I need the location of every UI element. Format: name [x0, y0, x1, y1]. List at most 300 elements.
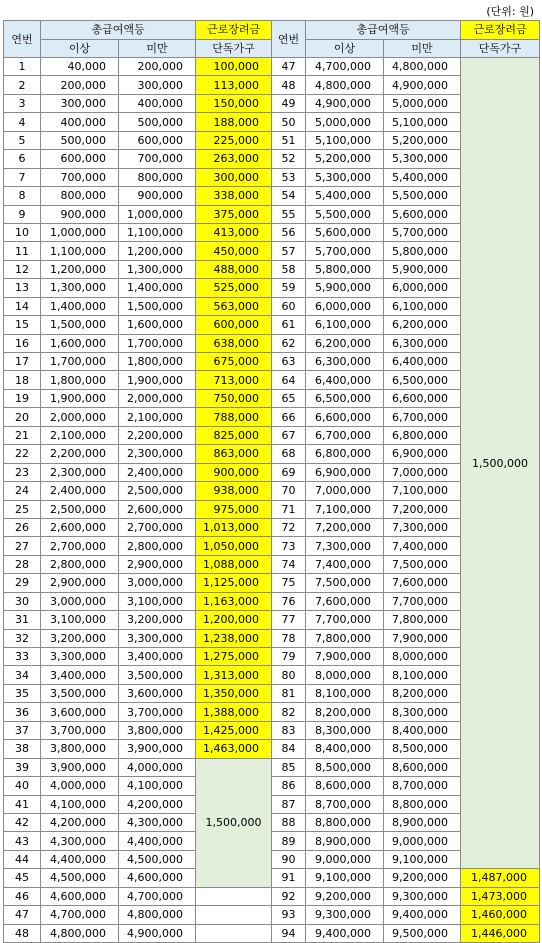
right-min-cell: 5,100,000 — [306, 131, 384, 149]
right-seq-cell: 54 — [272, 187, 306, 205]
left-min-cell: 2,000,000 — [41, 408, 119, 426]
table-row — [4, 850, 540, 868]
left-min-cell: 40,000 — [41, 58, 119, 76]
left-min-cell: 2,700,000 — [41, 537, 119, 555]
table-row — [4, 629, 540, 647]
left-max-cell: 1,700,000 — [119, 334, 196, 352]
right-seq-cell: 67 — [272, 426, 306, 444]
right-max-cell: 6,300,000 — [384, 334, 461, 352]
seq-header-right: 연번 — [272, 21, 306, 58]
right-seq-cell: 93 — [272, 906, 306, 924]
right-seq-cell: 73 — [272, 537, 306, 555]
left-max-cell: 200,000 — [119, 58, 196, 76]
left-min-cell: 2,900,000 — [41, 574, 119, 592]
left-min-cell: 1,000,000 — [41, 223, 119, 241]
left-seq-cell: 6 — [4, 150, 41, 168]
right-seq-cell: 53 — [272, 168, 306, 186]
left-min-cell: 4,000,000 — [41, 777, 119, 795]
left-min-cell: 3,400,000 — [41, 666, 119, 684]
left-max-cell: 1,200,000 — [119, 242, 196, 260]
right-seq-cell: 52 — [272, 150, 306, 168]
table-row — [4, 426, 540, 444]
left-empty-cell — [196, 887, 272, 905]
right-seq-cell: 91 — [272, 869, 306, 887]
right-max-cell: 5,900,000 — [384, 260, 461, 278]
table-row — [4, 260, 540, 278]
right-max-cell: 8,200,000 — [384, 684, 461, 702]
right-max-cell: 8,100,000 — [384, 666, 461, 684]
left-seq-cell: 23 — [4, 463, 41, 481]
right-min-cell: 6,300,000 — [306, 353, 384, 371]
left-seq-cell: 35 — [4, 684, 41, 702]
left-seq-cell: 34 — [4, 666, 41, 684]
credit-header-right: 근로장려금 — [461, 21, 540, 40]
right-seq-cell: 49 — [272, 94, 306, 112]
left-seq-cell: 44 — [4, 850, 41, 868]
right-min-cell: 6,700,000 — [306, 426, 384, 444]
left-benefit-cell: 1,013,000 — [196, 518, 272, 536]
right-max-cell: 5,000,000 — [384, 94, 461, 112]
left-seq-cell: 24 — [4, 482, 41, 500]
right-seq-cell: 70 — [272, 482, 306, 500]
right-min-cell: 6,400,000 — [306, 371, 384, 389]
right-min-cell: 7,800,000 — [306, 629, 384, 647]
left-seq-cell: 36 — [4, 703, 41, 721]
table-row — [4, 832, 540, 850]
right-max-cell: 5,300,000 — [384, 150, 461, 168]
left-min-cell: 1,200,000 — [41, 260, 119, 278]
right-min-cell: 7,500,000 — [306, 574, 384, 592]
left-seq-cell: 32 — [4, 629, 41, 647]
left-seq-cell: 30 — [4, 592, 41, 610]
left-max-cell: 3,000,000 — [119, 574, 196, 592]
left-seq-cell: 12 — [4, 260, 41, 278]
table-row — [4, 353, 540, 371]
right-min-cell: 6,100,000 — [306, 316, 384, 334]
right-max-cell: 9,000,000 — [384, 832, 461, 850]
right-seq-cell: 66 — [272, 408, 306, 426]
left-max-cell: 3,500,000 — [119, 666, 196, 684]
left-seq-cell: 43 — [4, 832, 41, 850]
left-max-cell: 1,900,000 — [119, 371, 196, 389]
left-max-cell: 2,900,000 — [119, 555, 196, 573]
left-max-cell: 2,400,000 — [119, 463, 196, 481]
left-min-cell: 1,400,000 — [41, 297, 119, 315]
table-row — [4, 555, 540, 573]
right-seq-cell: 68 — [272, 445, 306, 463]
right-seq-cell: 75 — [272, 574, 306, 592]
left-seq-cell: 14 — [4, 297, 41, 315]
left-benefit-cell: 100,000 — [196, 58, 272, 76]
left-min-cell: 1,600,000 — [41, 334, 119, 352]
right-max-cell: 6,100,000 — [384, 297, 461, 315]
table-row — [4, 887, 540, 905]
right-min-cell: 8,600,000 — [306, 777, 384, 795]
table-row — [4, 648, 540, 666]
right-min-cell: 5,800,000 — [306, 260, 384, 278]
left-min-cell: 200,000 — [41, 76, 119, 94]
left-seq-cell: 2 — [4, 76, 41, 94]
left-max-cell: 700,000 — [119, 150, 196, 168]
left-benefit-cell: 1,125,000 — [196, 574, 272, 592]
left-min-cell: 300,000 — [41, 94, 119, 112]
right-min-cell: 8,000,000 — [306, 666, 384, 684]
household-header-right: 단독가구 — [461, 39, 540, 58]
right-min-cell: 5,600,000 — [306, 223, 384, 241]
max-header-left: 미만 — [119, 39, 196, 58]
right-max-cell: 6,900,000 — [384, 445, 461, 463]
left-seq-cell: 27 — [4, 537, 41, 555]
left-max-cell: 3,100,000 — [119, 592, 196, 610]
left-benefit-cell: 1,350,000 — [196, 684, 272, 702]
right-benefit-cell: 1,446,000 — [461, 924, 540, 942]
table-row — [4, 316, 540, 334]
left-seq-cell: 29 — [4, 574, 41, 592]
left-max-cell: 2,600,000 — [119, 500, 196, 518]
max-header-right: 미만 — [384, 39, 461, 58]
left-benefit-cell: 563,000 — [196, 297, 272, 315]
left-max-cell: 3,200,000 — [119, 611, 196, 629]
left-seq-cell: 33 — [4, 648, 41, 666]
left-seq-cell: 47 — [4, 906, 41, 924]
left-min-cell: 4,300,000 — [41, 832, 119, 850]
left-seq-cell: 1 — [4, 58, 41, 76]
right-max-cell: 8,700,000 — [384, 777, 461, 795]
right-max-cell: 7,000,000 — [384, 463, 461, 481]
right-max-cell: 5,500,000 — [384, 187, 461, 205]
table-row — [4, 906, 540, 924]
left-max-cell: 2,200,000 — [119, 426, 196, 444]
right-seq-cell: 85 — [272, 758, 306, 776]
right-max-cell: 5,200,000 — [384, 131, 461, 149]
left-max-cell: 3,700,000 — [119, 703, 196, 721]
right-min-cell: 8,900,000 — [306, 832, 384, 850]
left-seq-cell: 37 — [4, 721, 41, 739]
right-min-cell: 5,200,000 — [306, 150, 384, 168]
left-min-cell: 1,300,000 — [41, 279, 119, 297]
left-seq-cell: 28 — [4, 555, 41, 573]
left-min-cell: 4,500,000 — [41, 869, 119, 887]
right-seq-cell: 71 — [272, 500, 306, 518]
left-min-cell: 3,100,000 — [41, 611, 119, 629]
left-min-cell: 3,300,000 — [41, 648, 119, 666]
left-benefit-cell: 825,000 — [196, 426, 272, 444]
table-row — [4, 205, 540, 223]
right-min-cell: 5,900,000 — [306, 279, 384, 297]
right-seq-cell: 80 — [272, 666, 306, 684]
left-seq-cell: 19 — [4, 389, 41, 407]
right-max-cell: 4,800,000 — [384, 58, 461, 76]
right-max-cell: 4,900,000 — [384, 76, 461, 94]
right-max-cell: 5,700,000 — [384, 223, 461, 241]
left-seq-cell: 11 — [4, 242, 41, 260]
left-min-cell: 3,000,000 — [41, 592, 119, 610]
right-min-cell: 8,500,000 — [306, 758, 384, 776]
earned-income-credit-table — [3, 20, 540, 943]
table-row — [4, 592, 540, 610]
right-max-cell: 6,000,000 — [384, 279, 461, 297]
right-min-cell: 7,300,000 — [306, 537, 384, 555]
left-benefit-cell: 225,000 — [196, 131, 272, 149]
left-max-cell: 4,500,000 — [119, 850, 196, 868]
right-min-cell: 7,700,000 — [306, 611, 384, 629]
right-min-cell: 6,000,000 — [306, 297, 384, 315]
left-min-cell: 3,500,000 — [41, 684, 119, 702]
left-benefit-cell: 1,425,000 — [196, 721, 272, 739]
left-seq-cell: 41 — [4, 795, 41, 813]
right-min-cell: 5,300,000 — [306, 168, 384, 186]
table-row — [4, 408, 540, 426]
left-min-cell: 500,000 — [41, 131, 119, 149]
left-max-cell: 1,600,000 — [119, 316, 196, 334]
income-header-right: 총급여액등 — [306, 21, 461, 40]
left-max-cell: 2,800,000 — [119, 537, 196, 555]
header-row-1 — [4, 21, 540, 40]
left-benefit-cell: 1,275,000 — [196, 648, 272, 666]
left-benefit-cell: 1,088,000 — [196, 555, 272, 573]
right-max-cell: 6,400,000 — [384, 353, 461, 371]
right-seq-cell: 69 — [272, 463, 306, 481]
left-max-cell: 1,500,000 — [119, 297, 196, 315]
right-max-cell: 7,400,000 — [384, 537, 461, 555]
left-min-cell: 3,600,000 — [41, 703, 119, 721]
right-max-cell: 7,700,000 — [384, 592, 461, 610]
left-max-cell: 800,000 — [119, 168, 196, 186]
table-row — [4, 869, 540, 887]
left-benefit-cell: 975,000 — [196, 500, 272, 518]
table-row — [4, 58, 540, 76]
seq-header-left: 연번 — [4, 21, 41, 58]
left-benefit-cell: 600,000 — [196, 316, 272, 334]
right-max-cell: 5,100,000 — [384, 113, 461, 131]
left-max-cell: 3,300,000 — [119, 629, 196, 647]
right-flat-benefit-cell: 1,500,000 — [461, 58, 540, 869]
left-min-cell: 600,000 — [41, 150, 119, 168]
left-flat-benefit-cell: 1,500,000 — [196, 758, 272, 887]
table-row — [4, 500, 540, 518]
right-min-cell: 8,200,000 — [306, 703, 384, 721]
left-max-cell: 4,000,000 — [119, 758, 196, 776]
right-seq-cell: 62 — [272, 334, 306, 352]
left-benefit-cell: 675,000 — [196, 353, 272, 371]
left-min-cell: 3,800,000 — [41, 740, 119, 758]
unit-note: (단위: 원) — [486, 5, 534, 18]
left-seq-cell: 26 — [4, 518, 41, 536]
left-min-cell: 4,400,000 — [41, 850, 119, 868]
right-benefit-cell: 1,487,000 — [461, 869, 540, 887]
right-max-cell: 8,500,000 — [384, 740, 461, 758]
left-max-cell: 3,600,000 — [119, 684, 196, 702]
right-max-cell: 5,600,000 — [384, 205, 461, 223]
right-seq-cell: 63 — [272, 353, 306, 371]
table-row — [4, 168, 540, 186]
left-seq-cell: 3 — [4, 94, 41, 112]
right-min-cell: 8,400,000 — [306, 740, 384, 758]
left-benefit-cell: 263,000 — [196, 150, 272, 168]
right-min-cell: 4,700,000 — [306, 58, 384, 76]
left-benefit-cell: 413,000 — [196, 223, 272, 241]
left-max-cell: 4,900,000 — [119, 924, 196, 942]
left-seq-cell: 25 — [4, 500, 41, 518]
left-max-cell: 1,300,000 — [119, 260, 196, 278]
table-row — [4, 795, 540, 813]
left-max-cell: 900,000 — [119, 187, 196, 205]
right-min-cell: 6,800,000 — [306, 445, 384, 463]
left-min-cell: 1,100,000 — [41, 242, 119, 260]
table-row — [4, 371, 540, 389]
right-seq-cell: 64 — [272, 371, 306, 389]
right-min-cell: 6,900,000 — [306, 463, 384, 481]
right-max-cell: 5,400,000 — [384, 168, 461, 186]
right-seq-cell: 59 — [272, 279, 306, 297]
left-max-cell: 600,000 — [119, 131, 196, 149]
left-max-cell: 2,700,000 — [119, 518, 196, 536]
right-max-cell: 6,500,000 — [384, 371, 461, 389]
right-max-cell: 9,500,000 — [384, 924, 461, 942]
income-header-left: 총급여액등 — [41, 21, 196, 40]
table-row — [4, 187, 540, 205]
right-min-cell: 9,000,000 — [306, 850, 384, 868]
right-seq-cell: 50 — [272, 113, 306, 131]
right-min-cell: 5,400,000 — [306, 187, 384, 205]
right-max-cell: 8,000,000 — [384, 648, 461, 666]
left-max-cell: 3,400,000 — [119, 648, 196, 666]
left-seq-cell: 42 — [4, 813, 41, 831]
right-min-cell: 5,500,000 — [306, 205, 384, 223]
household-header-left: 단독가구 — [196, 39, 272, 58]
left-seq-cell: 40 — [4, 777, 41, 795]
left-seq-cell: 18 — [4, 371, 41, 389]
right-max-cell: 7,100,000 — [384, 482, 461, 500]
right-max-cell: 8,300,000 — [384, 703, 461, 721]
left-max-cell: 1,400,000 — [119, 279, 196, 297]
right-seq-cell: 79 — [272, 648, 306, 666]
right-seq-cell: 56 — [272, 223, 306, 241]
right-seq-cell: 60 — [272, 297, 306, 315]
table-row — [4, 150, 540, 168]
left-max-cell: 300,000 — [119, 76, 196, 94]
right-min-cell: 4,800,000 — [306, 76, 384, 94]
left-seq-cell: 39 — [4, 758, 41, 776]
right-max-cell: 8,600,000 — [384, 758, 461, 776]
table-row — [4, 574, 540, 592]
right-seq-cell: 57 — [272, 242, 306, 260]
left-seq-cell: 20 — [4, 408, 41, 426]
left-benefit-cell: 488,000 — [196, 260, 272, 278]
right-seq-cell: 65 — [272, 389, 306, 407]
right-seq-cell: 87 — [272, 795, 306, 813]
left-min-cell: 2,400,000 — [41, 482, 119, 500]
left-benefit-cell: 750,000 — [196, 389, 272, 407]
left-benefit-cell: 1,313,000 — [196, 666, 272, 684]
right-max-cell: 8,400,000 — [384, 721, 461, 739]
right-min-cell: 6,600,000 — [306, 408, 384, 426]
right-seq-cell: 88 — [272, 813, 306, 831]
left-min-cell: 4,100,000 — [41, 795, 119, 813]
right-seq-cell: 90 — [272, 850, 306, 868]
left-max-cell: 2,000,000 — [119, 389, 196, 407]
right-min-cell: 6,200,000 — [306, 334, 384, 352]
right-max-cell: 6,200,000 — [384, 316, 461, 334]
left-benefit-cell: 1,163,000 — [196, 592, 272, 610]
right-min-cell: 7,900,000 — [306, 648, 384, 666]
left-seq-cell: 21 — [4, 426, 41, 444]
right-max-cell: 5,800,000 — [384, 242, 461, 260]
right-seq-cell: 55 — [272, 205, 306, 223]
right-min-cell: 7,000,000 — [306, 482, 384, 500]
left-benefit-cell: 1,200,000 — [196, 611, 272, 629]
left-min-cell: 400,000 — [41, 113, 119, 131]
left-min-cell: 800,000 — [41, 187, 119, 205]
left-seq-cell: 17 — [4, 353, 41, 371]
left-max-cell: 4,200,000 — [119, 795, 196, 813]
right-max-cell: 9,100,000 — [384, 850, 461, 868]
min-header-right: 이상 — [306, 39, 384, 58]
right-max-cell: 7,900,000 — [384, 629, 461, 647]
left-benefit-cell: 450,000 — [196, 242, 272, 260]
right-seq-cell: 47 — [272, 58, 306, 76]
right-seq-cell: 81 — [272, 684, 306, 702]
table-row — [4, 297, 540, 315]
right-min-cell: 7,400,000 — [306, 555, 384, 573]
left-min-cell: 2,500,000 — [41, 500, 119, 518]
left-benefit-cell: 863,000 — [196, 445, 272, 463]
table-row — [4, 389, 540, 407]
left-seq-cell: 16 — [4, 334, 41, 352]
left-benefit-cell: 713,000 — [196, 371, 272, 389]
credit-header-left: 근로장려금 — [196, 21, 272, 40]
table-row — [4, 666, 540, 684]
left-seq-cell: 4 — [4, 113, 41, 131]
left-benefit-cell: 300,000 — [196, 168, 272, 186]
left-min-cell: 700,000 — [41, 168, 119, 186]
left-min-cell: 3,700,000 — [41, 721, 119, 739]
left-max-cell: 2,300,000 — [119, 445, 196, 463]
right-min-cell: 5,000,000 — [306, 113, 384, 131]
left-benefit-cell: 638,000 — [196, 334, 272, 352]
left-min-cell: 1,700,000 — [41, 353, 119, 371]
right-seq-cell: 83 — [272, 721, 306, 739]
left-max-cell: 4,700,000 — [119, 887, 196, 905]
right-seq-cell: 74 — [272, 555, 306, 573]
left-min-cell: 4,600,000 — [41, 887, 119, 905]
table-row — [4, 242, 540, 260]
left-max-cell: 500,000 — [119, 113, 196, 131]
table-row — [4, 703, 540, 721]
right-max-cell: 8,800,000 — [384, 795, 461, 813]
right-max-cell: 7,200,000 — [384, 500, 461, 518]
left-empty-cell — [196, 906, 272, 924]
table-row — [4, 684, 540, 702]
left-max-cell: 4,100,000 — [119, 777, 196, 795]
right-benefit-cell: 1,473,000 — [461, 887, 540, 905]
table-row — [4, 537, 540, 555]
right-seq-cell: 72 — [272, 518, 306, 536]
right-seq-cell: 78 — [272, 629, 306, 647]
right-seq-cell: 76 — [272, 592, 306, 610]
table-row — [4, 813, 540, 831]
left-max-cell: 3,800,000 — [119, 721, 196, 739]
left-min-cell: 2,800,000 — [41, 555, 119, 573]
left-benefit-cell: 1,388,000 — [196, 703, 272, 721]
right-min-cell: 8,800,000 — [306, 813, 384, 831]
left-benefit-cell: 938,000 — [196, 482, 272, 500]
right-max-cell: 8,900,000 — [384, 813, 461, 831]
left-benefit-cell: 1,238,000 — [196, 629, 272, 647]
left-min-cell: 1,900,000 — [41, 389, 119, 407]
right-min-cell: 7,100,000 — [306, 500, 384, 518]
left-benefit-cell: 150,000 — [196, 94, 272, 112]
